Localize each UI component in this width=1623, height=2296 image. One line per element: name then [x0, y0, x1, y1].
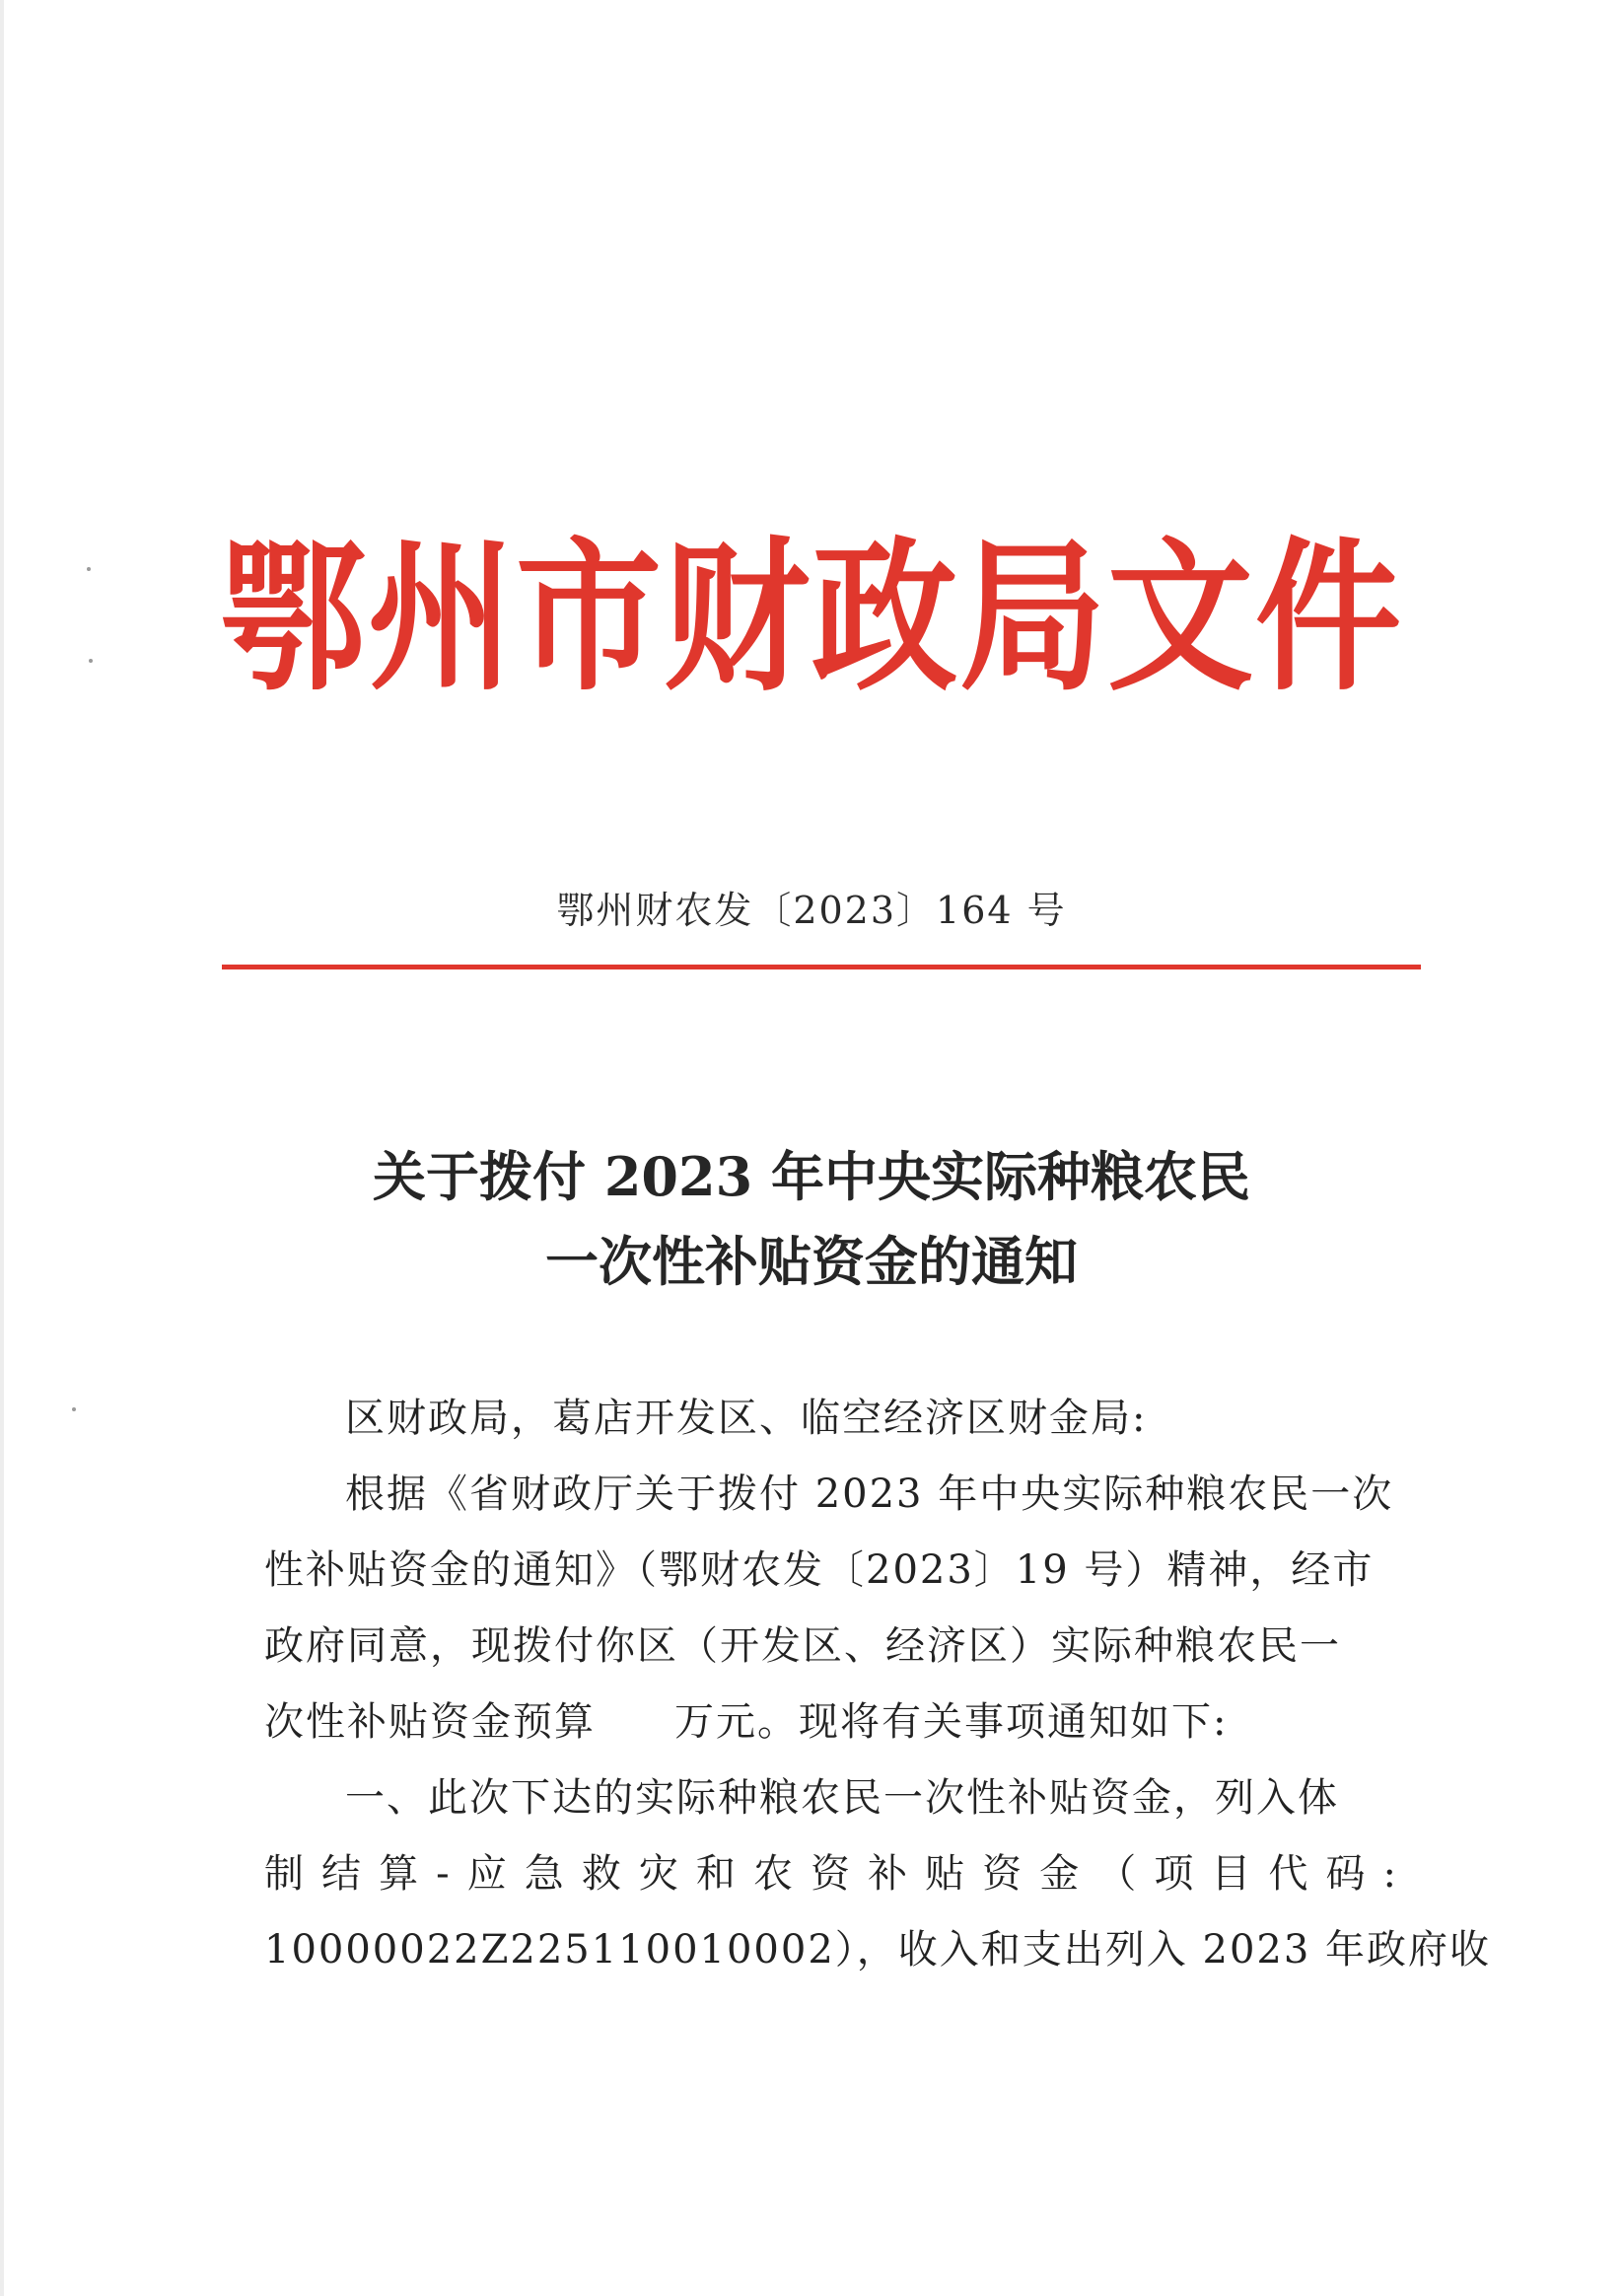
- paragraph-1-line: 性补贴资金的通知》（鄂财农发〔2023〕19 号）精神，经市: [264, 1547, 1375, 1593]
- paragraph-1-text: 次性补贴资金预算: [264, 1699, 596, 1745]
- document-masthead: 鄂州市财政局文件: [220, 523, 1403, 713]
- paragraph-2-line: 10000022Z225110010002），收入和支出列入 2023 年政府收: [264, 1927, 1492, 1973]
- addressee-line: 区财政局，葛店开发区、临空经济区财金局:: [345, 1396, 1148, 1441]
- paragraph-1-line: 政府同意，现拨付你区（开发区、经济区）实际种粮农民一: [264, 1623, 1341, 1669]
- scan-speck: [72, 1407, 76, 1411]
- paragraph-1-line: 根据《省财政厅关于拨付 2023 年中央实际种粮农民一次: [345, 1471, 1394, 1517]
- document-body: [264, 1381, 1492, 1988]
- document-number: 鄂州财农发〔2023〕164 号: [556, 889, 1067, 932]
- paragraph-1-text: 万元。现将有关事项通知如下:: [674, 1699, 1229, 1745]
- paragraph-2-line: 制结算-应急救灾和农资补贴资金（项目代码:: [264, 1851, 1398, 1897]
- document-title: [0, 1134, 1623, 1304]
- title-line-2: 一次性补贴资金的通知: [545, 1230, 1078, 1293]
- red-divider-line: [222, 965, 1421, 969]
- paragraph-2-line: 一、此次下达的实际种粮农民一次性补贴资金，列入体: [345, 1775, 1339, 1821]
- title-line-1: 关于拨付 2023 年中央实际种粮农民: [373, 1145, 1250, 1208]
- paragraph-1-line: [264, 1685, 1398, 1760]
